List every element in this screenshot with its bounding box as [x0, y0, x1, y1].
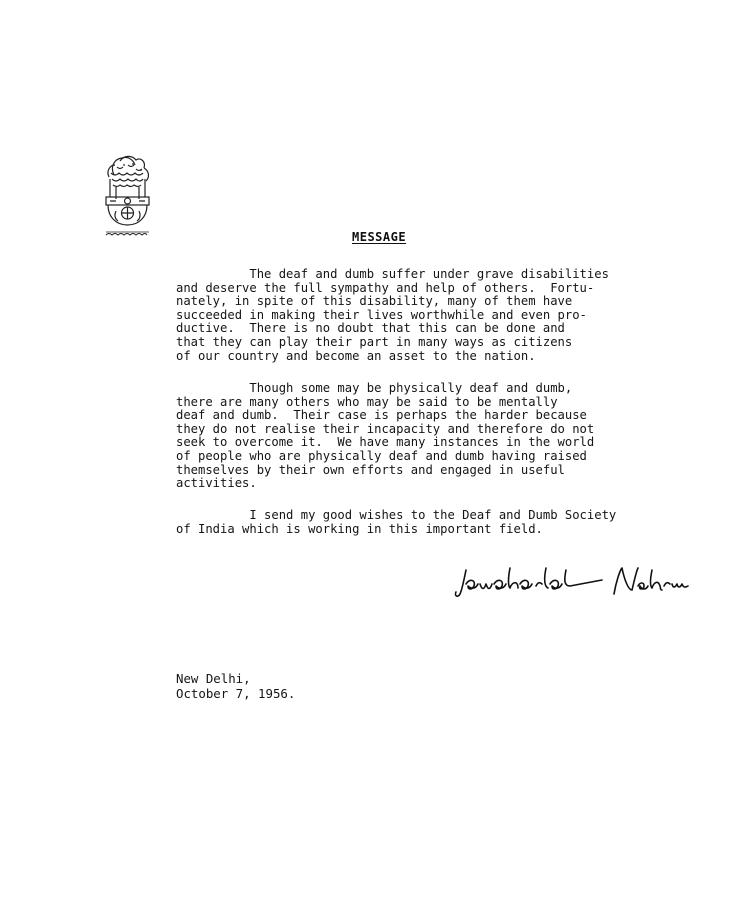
place-and-date: [176, 672, 295, 701]
paragraph-line: and deserve the full sympathy and help of others. Fortu-: [176, 280, 595, 295]
paragraph-line: of our country and become an asset to the nation.: [176, 348, 536, 363]
paragraph-line: succeeded in making their lives worthwhile and even pro-: [176, 307, 587, 322]
paragraph-line: that they can play their part in many ways as citizens: [176, 334, 573, 349]
paragraph-line: The deaf and dumb suffer under grave disabilities: [176, 267, 609, 281]
date-text: October 7, 1956.: [176, 685, 296, 701]
paragraph-line: activities.: [176, 476, 257, 491]
emblem-drawing: [100, 153, 155, 243]
paragraph-line: I send my good wishes to the Deaf and Dumb Society: [176, 508, 617, 522]
page-title: MESSAGE: [352, 230, 407, 244]
paragraph-line: they do not realise their incapacity and therefore do not: [176, 421, 595, 436]
paragraph-line: of India which is working in this important field.: [176, 521, 543, 536]
paragraph-line: seek to overcome it. We have many instances in the world: [176, 435, 595, 450]
paragraph-line: there are many others who may be said to be mentally: [176, 394, 558, 409]
paragraph-3: [176, 509, 666, 536]
paragraph-1: [176, 268, 666, 363]
paragraph-2: [176, 382, 666, 491]
paragraph-line: deaf and dumb. Their case is perhaps the harder because: [176, 408, 587, 423]
paragraph-line: nately, in spite of this disability, many of them have: [176, 294, 573, 309]
paragraph-line: themselves by their own efforts and engaged in useful: [176, 462, 565, 477]
national-emblem-icon: [100, 153, 155, 243]
paragraph-line: Though some may be physically deaf and dumb,: [176, 381, 573, 395]
signature: [452, 560, 692, 610]
paragraph-line: of people who are physically deaf and dumb having raised: [176, 448, 587, 463]
signature-drawing: [452, 560, 692, 610]
place-text: New Delhi,: [176, 671, 251, 686]
paragraph-line: ductive. There is no doubt that this can be done and: [176, 321, 565, 336]
